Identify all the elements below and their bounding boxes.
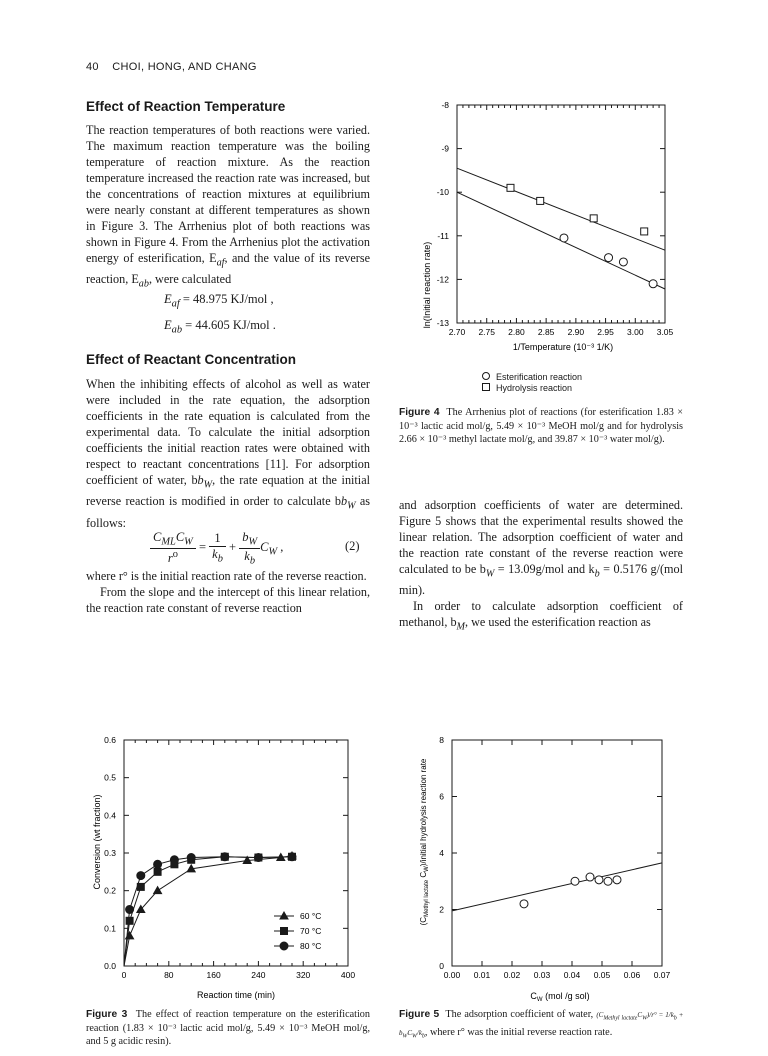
running-title: CHOI, HONG, AND CHANG: [112, 61, 257, 73]
legend-esterification: Esterification reaction: [482, 372, 582, 383]
x-tick-label: 3.00: [627, 327, 644, 337]
x-tick-label: 160: [206, 970, 221, 980]
equation-eaf: $E_{af} = 48.975$ KJ/mol ,: [164, 292, 274, 310]
data-point-1-2: [590, 215, 597, 222]
data-point-0-0: [520, 900, 528, 908]
section-heading-concentration: Effect of Reactant Concentration: [86, 352, 297, 367]
y-tick-label: 0.2: [104, 885, 116, 896]
figure3-xlabel: Reaction time (min): [196, 990, 276, 1000]
paragraph-where: where r° is the initial reaction rate of the reverse reaction. From the slope and the intercept of this linear relation, the reaction rate constant of reverse reaction: [86, 569, 370, 615]
figure4-caption: Figure 4 The Arrhenius plot of reactions (for esterification 1.83 × 10⁻³ lactic acid mol/g, 5.49 × 10⁻³ MeOH mol/g and for hydrolysis 2.66 × 10⁻³ methyl lactate mol/g, and 39.87 × 10⁻³ water mol/g).: [399, 407, 683, 445]
x-tick-label: 0.04: [563, 970, 581, 980]
figure5-ylabel: ($C_{Methyl lactate}$ $C_W$)/initial hydrolysis reaction rate: [419, 758, 430, 926]
page-number: 40: [86, 61, 99, 73]
x-tick-label: 0.00: [443, 970, 461, 980]
x-tick-label: 0: [121, 970, 127, 980]
series-line-1: [124, 857, 292, 966]
data-point-0-5: [613, 876, 621, 884]
data-point-1-0: [507, 184, 514, 191]
data-point-2-2: [137, 872, 145, 880]
data-point-2-1: [126, 906, 134, 914]
data-point-0-0: [560, 234, 568, 242]
y-tick-label: -9: [441, 143, 449, 154]
x-tick-label: 2.70: [448, 327, 466, 337]
paragraph-right: and adsorption coefficients of water are determined. Figure 5 shows that the experimental results showed the linear relation. The adsorption coefficient of water and the reaction rate constant of the reverse reaction were calculated to be $b_W = 13.09g/mol$ and $k_b = 0.5176$ g/(mol min). In order to calculate adsorption coefficient of methanol, $b_M$, we used the esterification reaction as: [399, 498, 683, 633]
data-point-2-3: [154, 860, 162, 868]
y-tick-label: 0.6: [104, 735, 116, 745]
y-tick-label: 0: [439, 961, 444, 971]
data-point-0-3: [649, 280, 657, 288]
figure4-xlabel: 1/Temperature (10⁻³ 1/K): [512, 342, 614, 352]
series-line-0: [124, 856, 292, 966]
y-tick-label: 6: [439, 791, 444, 802]
figure5-chart: [400, 732, 690, 1007]
y-tick-label: -10: [436, 187, 449, 198]
data-point-2-6: [221, 853, 229, 861]
y-tick-label: 0.5: [104, 772, 116, 783]
x-tick-label: 2.95: [597, 327, 614, 337]
data-point-0-2: [586, 873, 594, 881]
legend-label-0: 60 °C: [300, 911, 322, 921]
x-tick-label: 0.01: [473, 970, 491, 980]
y-tick-label: 0.0: [104, 961, 116, 971]
data-point-1-3: [641, 228, 648, 235]
x-tick-label: 2.90: [567, 327, 585, 337]
data-point-0-2: [619, 258, 627, 266]
data-point-0-1: [605, 254, 613, 262]
y-tick-label: -13: [436, 318, 449, 328]
x-tick-label: 320: [296, 970, 311, 980]
figure4-chart: [395, 95, 685, 365]
legend-marker-2: [280, 942, 288, 950]
paragraph-concentration: When the inhibiting effects of alcohol as well as water were included in the rate equation, the adsorption coefficients in the rate equation is calculated from the experimental data. To calculate the initial adsorption coefficients the initial reaction rates were obtained with respect to reactant concentrations [11]. For adsorption coefficient of water, $bb_W$, the rate equation at the initial reverse reaction is modified in order to calculate $bb_W$ as follows:: [86, 377, 371, 530]
legend-marker-1: [281, 928, 288, 935]
data-point-1-1: [537, 197, 544, 204]
y-tick-label: 4: [439, 848, 444, 858]
data-point-0-3: [595, 876, 603, 884]
data-point-2-7: [254, 854, 262, 862]
data-point-1-3: [154, 868, 161, 875]
figure3-ylabel: Conversion (wt fraction): [92, 794, 102, 890]
x-tick-label: 0.03: [533, 970, 551, 980]
square-marker-icon: [482, 383, 490, 391]
figure5-xlabel: $C_W$ (mol /g sol): [530, 991, 590, 1003]
paragraph-temperature: The reaction temperatures of both reactions were varied. The maximum reaction temperature was the boiling temperature of reaction mixture. As the reaction temperature increased the reaction rate was increased, but the concentrations of reaction mixtures at equilibrium were nearly constant at different temperatures as shown in Figure 3. The Arrhenius plot of both reactions was shown in Figure 4. From the Arrhenius plot the activation energy of esterification, $E_{af}$, and the value of its reverse reaction, $E_{ab}$, were calculated: [86, 123, 370, 290]
x-tick-label: 2.80: [508, 327, 525, 337]
plot-frame: [457, 105, 665, 323]
x-tick-label: 240: [251, 970, 266, 980]
x-tick-label: 2.85: [537, 327, 555, 337]
data-point-2-4: [170, 856, 178, 864]
x-tick-label: 0.06: [623, 970, 641, 980]
x-tick-label: 0.07: [653, 970, 671, 980]
y-tick-label: 0.4: [104, 810, 116, 821]
figure3-chart: [86, 732, 370, 1007]
legend-hydrolysis: Hydrolysis reaction: [482, 383, 582, 394]
y-tick-label: 0.1: [104, 923, 116, 934]
x-tick-label: 0.02: [503, 970, 521, 980]
data-point-2-5: [187, 854, 195, 862]
x-tick-label: 2.75: [478, 327, 495, 337]
equation-number: (2): [345, 539, 360, 553]
x-tick-label: 80: [164, 970, 174, 980]
data-point-0-1: [571, 877, 579, 885]
series-line-2: [124, 857, 292, 966]
data-point-0-4: [604, 877, 612, 885]
y-tick-label: 8: [439, 735, 444, 745]
legend-label-1: 70 °C: [300, 926, 322, 936]
x-tick-label: 0.05: [593, 970, 611, 980]
circle-marker-icon: [482, 372, 490, 380]
plot-frame: [452, 740, 662, 966]
x-tick-label: 400: [340, 970, 356, 980]
y-tick-label: -11: [437, 230, 449, 241]
section-heading-temperature: Effect of Reaction Temperature: [86, 99, 286, 114]
figure3-caption: Figure 3 The effect of reaction temperature on the esterification reaction (1.83 × 10⁻³ lactic acid mol/g, 5.49 × 10⁻³ MeOH mol/g, and 5 g acidic resin).: [86, 1009, 370, 1047]
figure4-legend: [482, 372, 582, 394]
y-tick-label: 0.3: [104, 848, 116, 858]
y-tick-label: -12: [436, 274, 449, 285]
running-header: [86, 61, 257, 73]
fit-line-0: [452, 863, 662, 911]
data-point-2-8: [288, 853, 296, 861]
data-point-0-3: [154, 887, 162, 894]
y-tick-label: 2: [439, 904, 444, 915]
x-tick-label: 3.05: [656, 327, 674, 337]
equation-2: $\frac{C_{ML}C_W}{r^o}$ = $\frac{1}{k_b}$ + $\frac{b_W}{k_b}$ $C_W$ ,: [150, 530, 283, 566]
figure4-ylabel: ln(Initial reaction rate): [422, 241, 432, 329]
data-point-1-1: [126, 917, 133, 924]
y-tick-label: -8: [441, 100, 449, 110]
figure5-caption: Figure 5 The adsorption coefficient of water, $(C_{Methyl lactate}C_W)/r^\circ = 1/k_b + b_WC_W/k_b$, where r° was the initial reverse reaction rate.: [399, 1009, 684, 1040]
equation-eab: $E_{ab} = 44.605$ KJ/mol .: [164, 318, 276, 336]
legend-label-2: 80 °C: [300, 941, 322, 951]
